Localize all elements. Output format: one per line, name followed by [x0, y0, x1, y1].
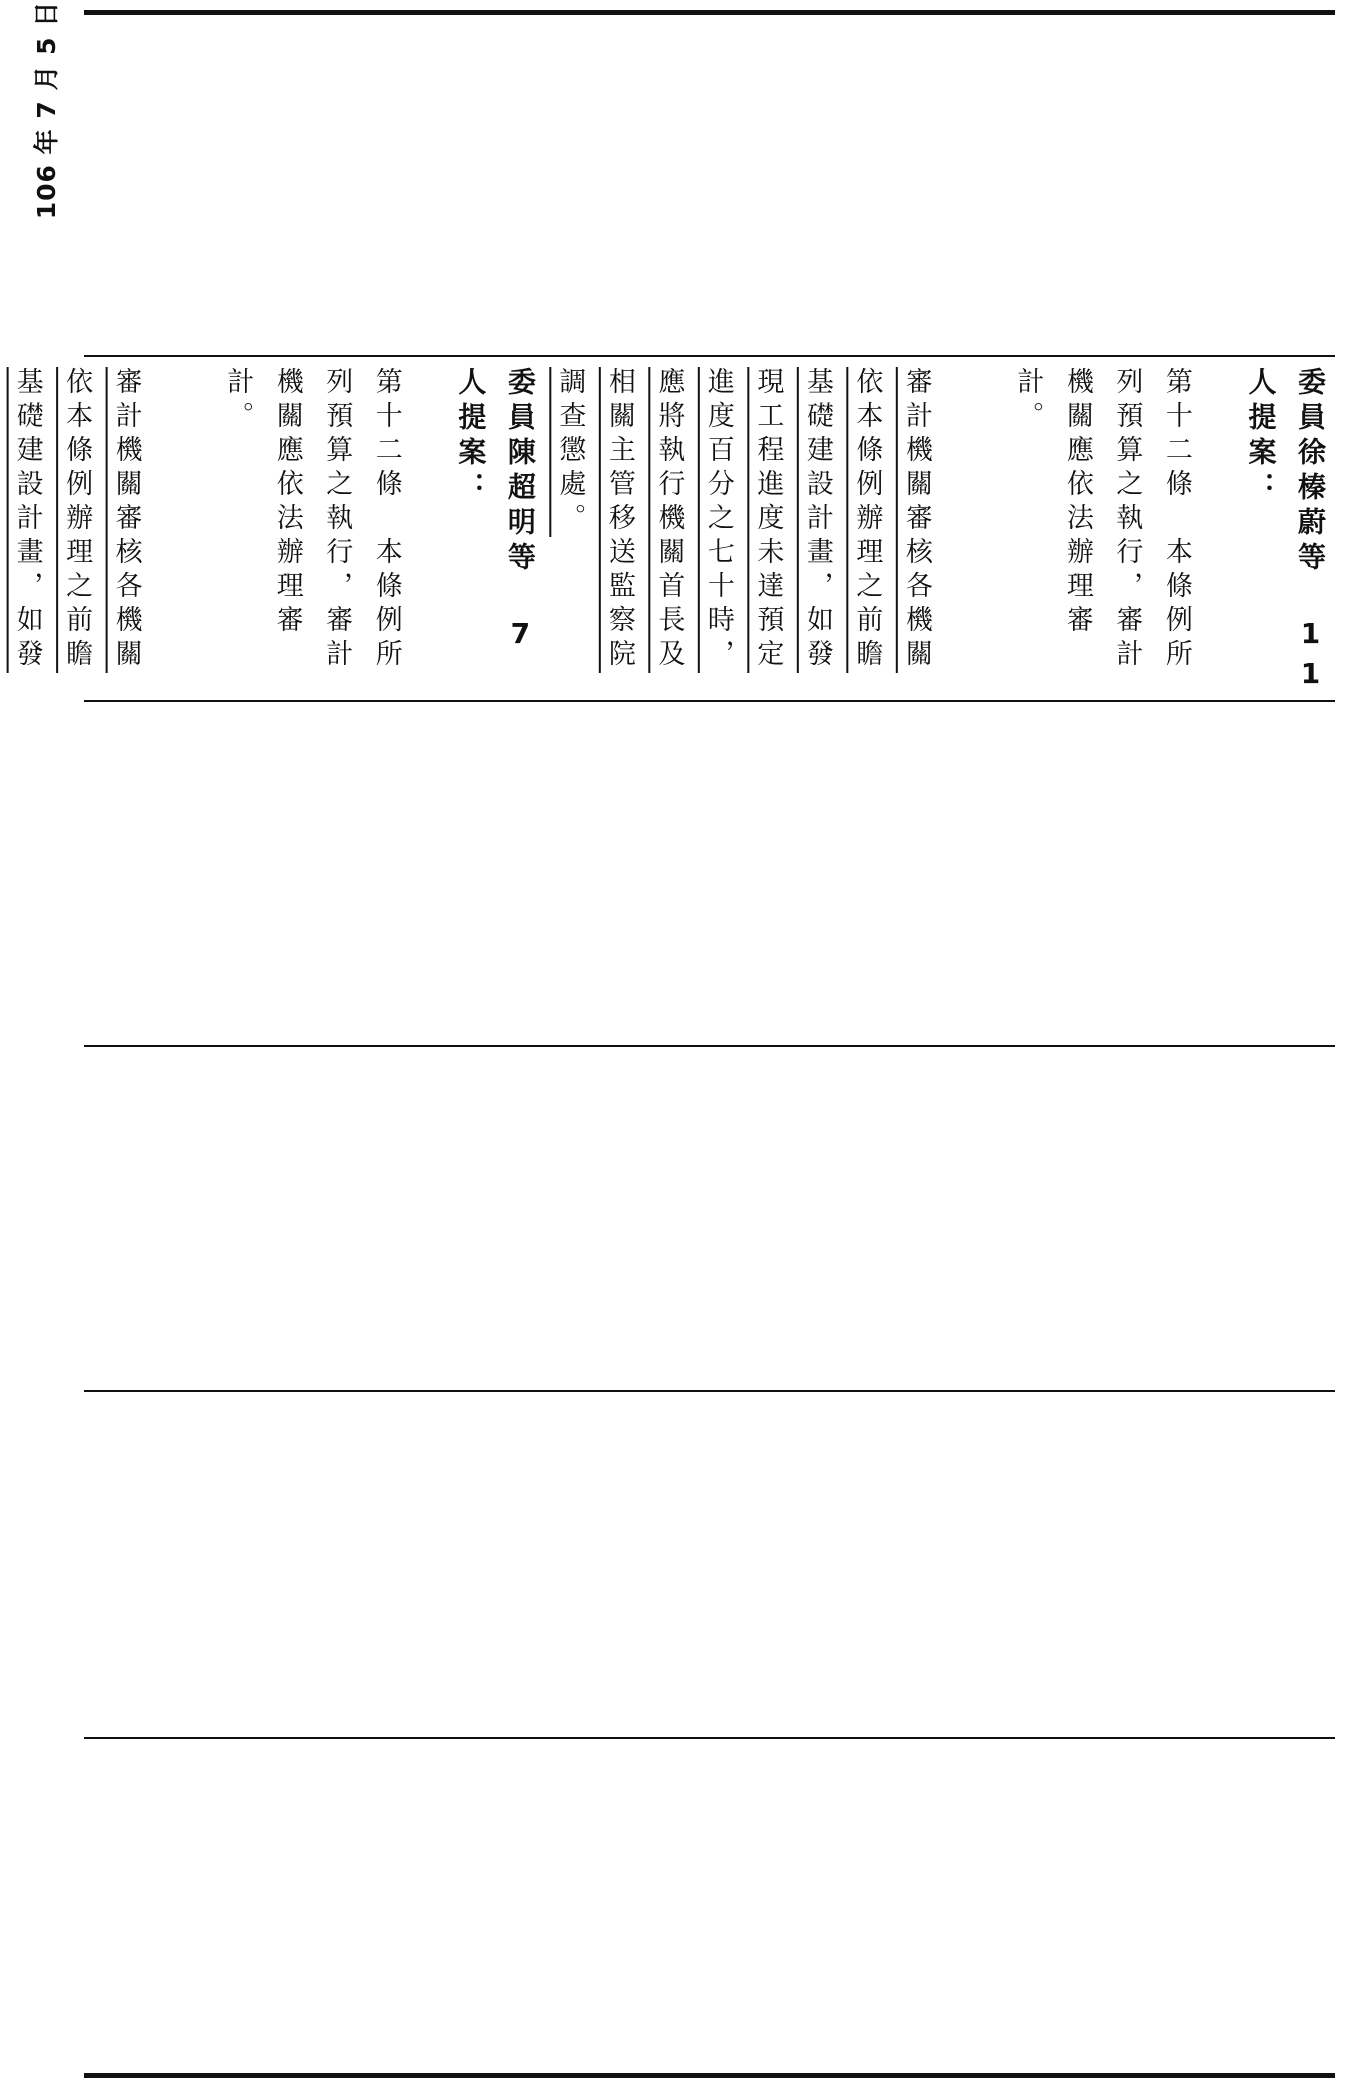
proposal-text-column [0, 367, 1335, 697]
table-divider [84, 700, 1335, 702]
table-divider [84, 355, 1335, 357]
article-number: 第十二條 [1160, 367, 1192, 503]
article-number: 第十二條 [370, 367, 402, 503]
table-top-rule [84, 10, 1335, 15]
table-divider [84, 1390, 1335, 1392]
inserted-clause-text: 審計機關審核各機關依本條例辦理之前瞻基礎建設計畫，如發現工程進度未達預定進度百分之七十時，應將執行機關首長及相關主管移送監察院調查懲處。 [554, 367, 932, 673]
clause-text: 本條例所列預算之執行，審計機關應依法辦理審計。 [1012, 367, 1192, 673]
inserted-clause-text: 審計機關審核各機關依本條例辦理之前瞻基礎建設計畫，如發 [11, 367, 142, 673]
proposal-heading: 委員陳超明等 7 人提案： [454, 367, 537, 657]
proposal-clause [545, 367, 1003, 697]
clause-text: 本條例所列預算之執行，審計機關應依法辦理審計。 [222, 367, 402, 673]
proposal-heading: 委員徐榛蔚等 11 人提案： [1244, 367, 1327, 697]
proposal-clause [213, 367, 446, 697]
table-divider [84, 1737, 1335, 1739]
table-divider [84, 1045, 1335, 1047]
page-date: 106 年 7 月 5 日 [32, 0, 61, 220]
proposal-clause [0, 367, 213, 697]
proposal-clause [1003, 367, 1236, 697]
table-bottom-rule [84, 2073, 1335, 2078]
